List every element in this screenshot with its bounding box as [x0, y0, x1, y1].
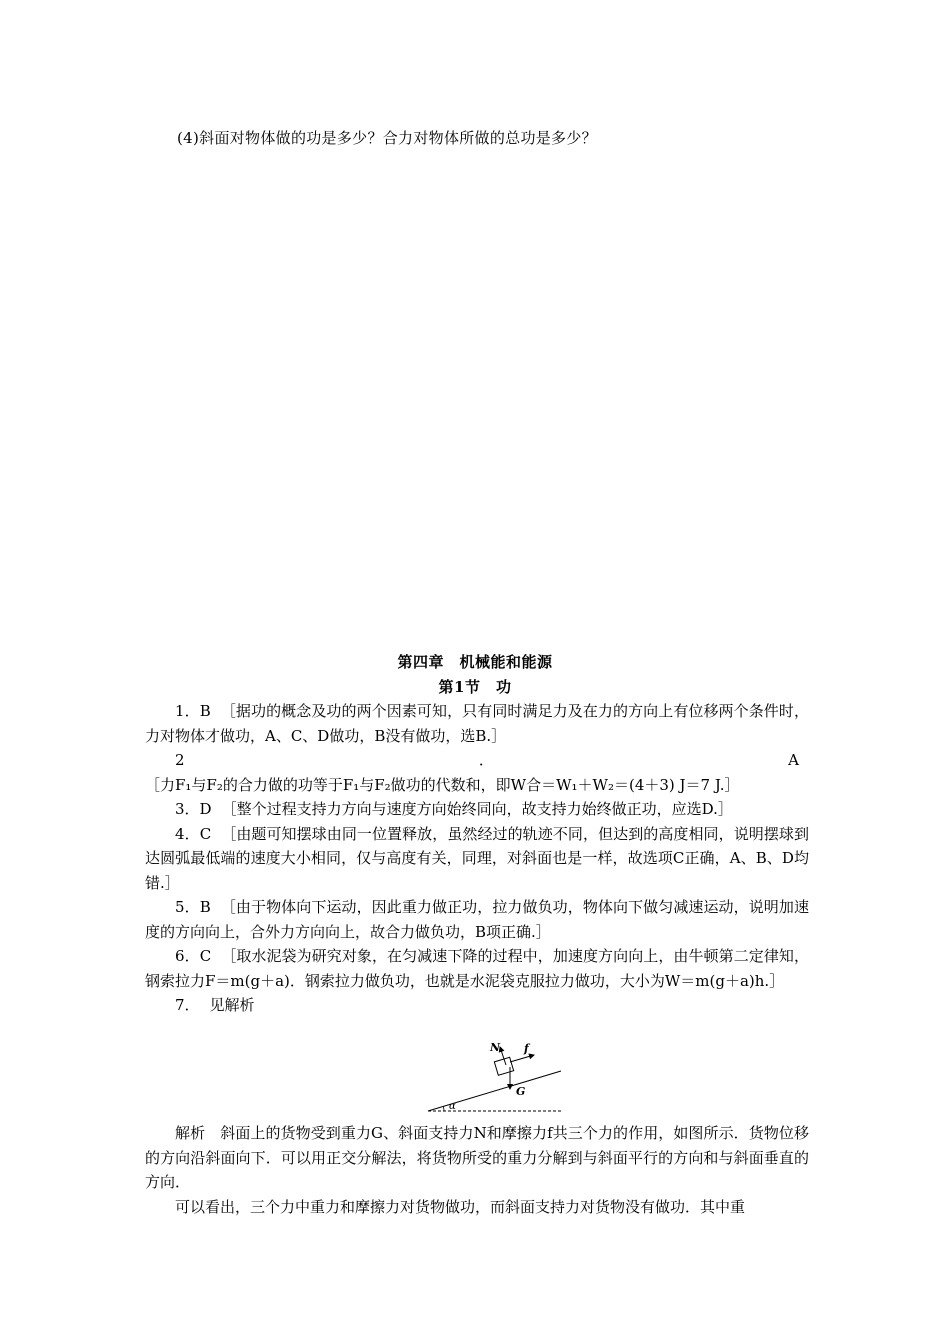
- answer-text: ［力F₁与F₂的合力做的功等于F₁与F₂做功的代数和，即W合＝W₁＋W₂＝(4＋3) J＝7 J.］: [145, 775, 740, 794]
- friction-force-arrow: [510, 1055, 534, 1062]
- answer-item-1: [145, 699, 809, 748]
- answer-number: 6．C: [175, 947, 212, 965]
- answer-number: 2．A: [175, 751, 799, 769]
- answer-list: [145, 699, 809, 1018]
- answer-item-2: [145, 748, 809, 797]
- analysis-paragraph-1: 解析 斜面上的货物受到重力G、斜面支持力N和摩擦力f共三个力的作用，如图所示．货物位移的方向沿斜面向下．可以用正交分解法，将货物所受的重力分解到与斜面平行的方向和与斜面垂直的方向．: [145, 1124, 809, 1191]
- question-4: (4)斜面对物体做的功是多少？合力对物体所做的总功是多少？: [177, 129, 597, 147]
- gravity-force-label: G: [516, 1085, 526, 1098]
- answer-number: 3．D: [175, 800, 212, 818]
- chapter-title: 第四章 机械能和能源: [397, 653, 553, 671]
- answer-number: 4．C: [175, 824, 212, 843]
- angle-arc: [443, 1106, 444, 1111]
- answer-number: 5．B: [175, 898, 211, 916]
- answer-text: 见解析: [209, 996, 255, 1014]
- answer-item-7: [145, 993, 809, 1018]
- friction-force-label: f: [524, 1043, 529, 1055]
- answer-text: ［据功的概念及功的两个因素可知，只有同时满足力及在力的方向上有位移两个条件时，力对物体才做功，A、C、D做功，B没有做功，选B.］: [145, 702, 809, 745]
- normal-force-label: N: [490, 1043, 501, 1054]
- answer-item-3: [145, 797, 809, 822]
- answer-item-4: [145, 822, 809, 896]
- answer-item-5: [145, 895, 809, 944]
- answer-text: ［整个过程支持力方向与速度方向始终同向，故支持力始终做正功，应选D.］: [221, 800, 733, 818]
- answer-item-6: [145, 944, 809, 993]
- answer-number: 1．B: [175, 702, 211, 720]
- answer-text: ［取水泥袋为研究对象，在匀减速下降的过程中，加速度方向向上，由牛顿第二定律知，钢索拉力F＝m(g＋a)．钢索拉力做负功，也就是水泥袋克服拉力做功，大小为W＝m(g＋a)h.］: [145, 947, 809, 990]
- analysis-section: [145, 1121, 809, 1219]
- answer-number: 7．: [175, 996, 200, 1014]
- answer-text: ［由题可知摆球由同一位置释放，虽然经过的轨迹不同，但达到的高度相同，说明摆球到达圆弧最低端的速度大小相同，仅与高度有关，同理，对斜面也是一样，故选项C正确，A、B、D均错.］: [145, 824, 809, 892]
- section-title: 第1节 功: [438, 678, 512, 696]
- answer-text: ［由于物体向下运动，因此重力做正功，拉力做负功，物体向下做匀减速运动，说明加速度的方向向上，合外力方向向上，故合力做负功，B项正确.］: [145, 898, 809, 941]
- alpha-label: α: [449, 1101, 456, 1112]
- incline-force-diagram: [418, 1043, 568, 1115]
- analysis-paragraph-2: 可以看出，三个力中重力和摩擦力对货物做功，而斜面支持力对货物没有做功．其中重: [175, 1197, 746, 1216]
- incline-line: [428, 1071, 561, 1111]
